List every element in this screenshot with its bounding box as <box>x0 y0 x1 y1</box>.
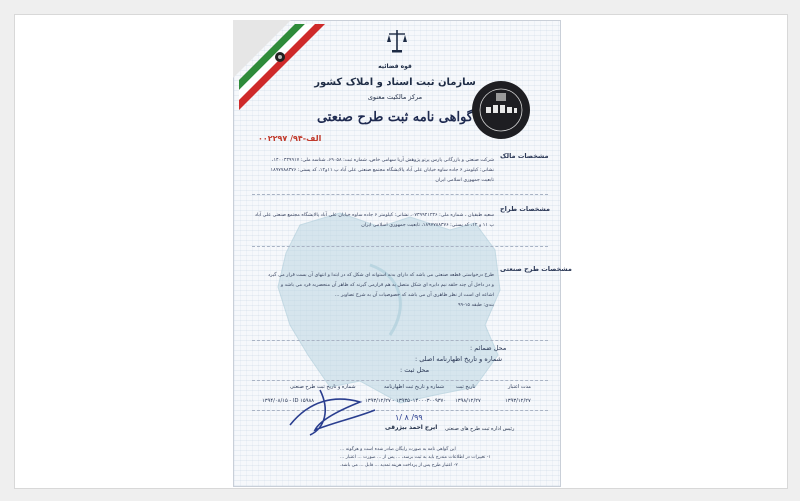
judiciary-label: قوه قضائیه <box>378 63 412 70</box>
footer-note-1: این گواهی نامه به صورت رایگان صادر شده است و هرگونه ... <box>340 447 456 452</box>
certificate-title: گواهی نامه ثبت طرح صنعتی <box>316 110 474 125</box>
design-line-3: اشاعه ای است از نظر ظاهری آن می باشد که خصوصیات آن به شرح تصاویر ... <box>334 293 494 298</box>
table-value-application: ۱۳۹۳/۱۲/۲۷ - ۱۳۹۳۵۰۱۴۰۰۰۳۰۰۹۳۷۰ <box>365 398 447 404</box>
table-header-application: شماره و تاریخ ثبت اظهارنامه <box>384 384 445 390</box>
owner-line-2: نشانی: کیلومتر ۶ جاده ساوه خیابان علی آباد پالایشگاه مجتمع صنعتی علی آباد پ ۱۱و۱۲، کد پستی: ۱۸۹۷۷۸۸۳۷۶ <box>270 168 494 173</box>
table-header-design-number: شماره و تاریخ ثبت طرح صنعتی <box>290 384 356 390</box>
table-value-design-number: ۱۳۹۴/۰۸/۱۵ - ID ۱۵۹۸۸ <box>262 398 315 404</box>
signatory-name: ایرج احمد بیژرقی <box>385 424 438 431</box>
design-label: مشخصات طرح صنعتی <box>500 265 572 273</box>
designer-label: مشخصات طراح <box>500 205 551 213</box>
owner-line-3: تابعیت جمهوری اسلامی ایران <box>435 178 494 183</box>
designer-line-2: پ ۱۱ و ۱۲، کد پستی: ۱۸۹۷۷۸۸۳۷۶، تابعیت جمهوری اسلامی ایران <box>361 223 494 228</box>
table-value-reg-date: ۱۳۹۸/۱۲/۲۷ <box>455 398 481 404</box>
footer-note-2: ۱- تغییرات در اطلاعات مندرج باید به ثبت برسد، ... پس از ... صورت ... اعتبار ... <box>340 455 491 460</box>
seal-stamp-icon <box>470 79 532 141</box>
divider <box>252 246 548 247</box>
attachments-label: محل ضمائم : <box>470 344 507 352</box>
registration-place-label: محل ثبت : <box>400 366 430 374</box>
iran-flag-ribbon <box>233 20 328 115</box>
signature-scribble <box>280 380 400 440</box>
owner-line-1: شرکت صنعتی و بازرگانی پارس پرتو پژوهش آریا سهامی خاص، شماره ثبت: ۶۹۰۵۸، شناسه ملی: ۱۴۰۰۴۳۹۹۱۷، <box>271 158 494 163</box>
judiciary-scales-icon <box>386 28 408 54</box>
signatory-title: رئیس اداره ثبت طرح های صنعتی <box>445 426 515 432</box>
table-header-validity: مدت اعتبار <box>508 384 531 390</box>
serial-number: الف-۹۴/ ۰۰۲۲۹۷ <box>258 134 322 143</box>
footer-note-3: ۲- اعتبار طرح پس از پرداخت هزینه تمدید ... قابل ... می باشد. <box>340 463 458 468</box>
owner-label: مشخصات مالک <box>500 152 549 160</box>
handwritten-date: ۹۹/ ۸ /۱ <box>395 413 423 422</box>
table-value-validity: ۱۳۹۳/۱۲/۲۷ <box>505 398 531 404</box>
divider <box>252 340 548 341</box>
table-header-reg-date: تاریخ ثبت <box>456 384 476 390</box>
organization-name: سازمان ثبت اسناد و املاک کشور <box>314 77 476 88</box>
designer-line-1: سعید طبقیان ، شماره ملی: ۰۷۳۹۹۴۱۲۳۶، نشانی: کیلومتر ۶ جاده ساوه خیابان علی آباد پالایشگاه مجتمع صنعتی علی آباد <box>254 213 494 218</box>
design-line-2: و در داخل آن چند حلقه نیم دایره ای شکل متصل به هم قرارمی گیرند که ظاهر آن منحصربه فرد می باشد و <box>280 283 494 288</box>
divider <box>252 194 548 195</box>
design-line-1: طرح درخواستی قطعه صنعتی می باشد که دارای بدنه استوانه ای شکل که در ابتدا و انتهای آن بست قرار می گیرد <box>268 273 494 278</box>
ip-center-name: مرکز مالکیت معنوی <box>367 93 423 101</box>
design-line-4: بندی: طبقه ۱۵-۹۹ <box>457 303 494 308</box>
original-application-label: شماره و تاریخ اظهارنامه اصلی : <box>415 355 503 363</box>
